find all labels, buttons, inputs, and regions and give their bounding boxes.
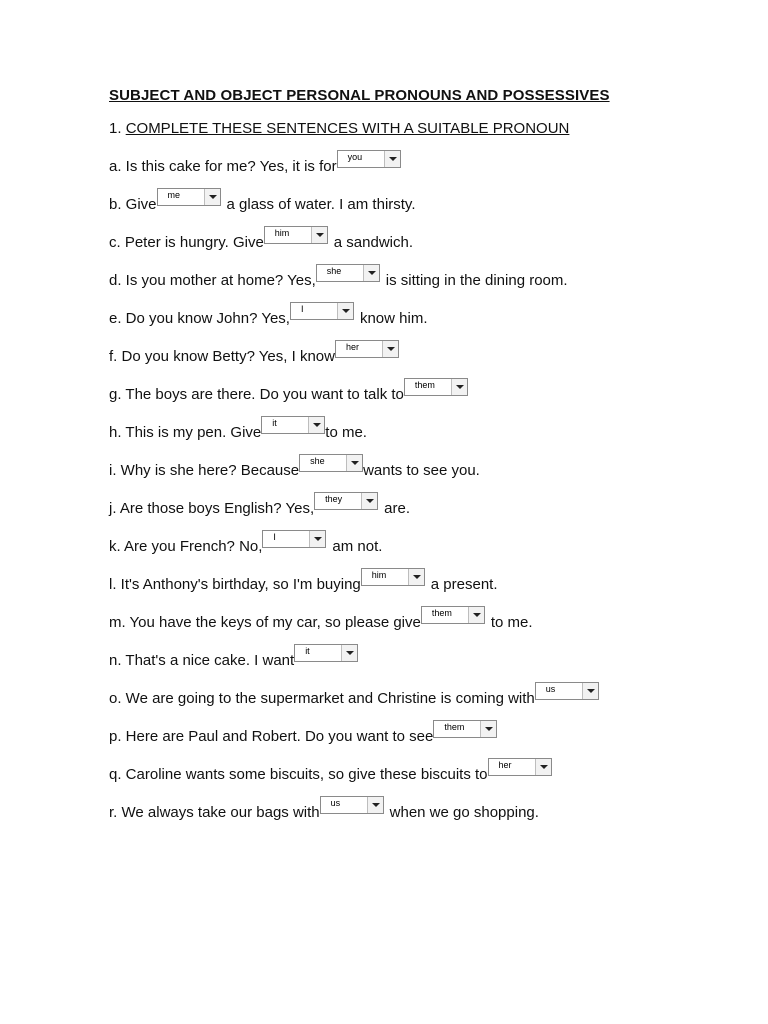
sentence-row: [109, 608, 533, 632]
pronoun-dropdown[interactable]: [299, 454, 363, 472]
chevron-down-icon[interactable]: [308, 417, 324, 433]
sentence-text-before: m. You have the keys of my car, so please give: [109, 614, 421, 631]
pronoun-dropdown-value: them: [431, 608, 452, 618]
pronoun-dropdown-value: him: [371, 570, 387, 580]
sentence-text-after: a present.: [430, 576, 498, 593]
sentence-text-before: r. We always take our bags with: [109, 804, 320, 821]
pronoun-dropdown-value: I: [273, 532, 276, 542]
pronoun-dropdown[interactable]: [535, 682, 599, 700]
pronoun-dropdown-value: she: [310, 456, 325, 466]
pronoun-dropdown[interactable]: [314, 492, 378, 510]
sentence-row: [109, 570, 498, 594]
pronoun-dropdown-value: you: [347, 152, 363, 162]
pronoun-dropdown-value: us: [545, 684, 556, 694]
pronoun-dropdown[interactable]: [316, 264, 380, 282]
chevron-down-icon[interactable]: [311, 227, 327, 243]
sentence-text-before: o. We are going to the supermarket and Christine is coming with: [109, 690, 535, 707]
sentence-text-after: is sitting in the dining room.: [385, 272, 568, 289]
chevron-down-icon[interactable]: [204, 189, 220, 205]
sentence-text-before: g. The boys are there. Do you want to talk to: [109, 386, 404, 403]
sentence-text-before: p. Here are Paul and Robert. Do you want to see: [109, 728, 434, 745]
pronoun-dropdown-value: she: [326, 266, 342, 276]
pronoun-dropdown[interactable]: [261, 416, 325, 434]
pronoun-dropdown[interactable]: [262, 530, 326, 548]
sentence-row: [109, 532, 382, 556]
chevron-down-icon[interactable]: [309, 531, 325, 547]
sentence-row: [109, 798, 539, 822]
sentence-text-before: n. That's a nice cake. I want: [109, 652, 295, 669]
sentence-text-after: wants to see you.: [363, 462, 480, 479]
chevron-down-icon[interactable]: [363, 265, 379, 281]
sentence-text-after: know him.: [359, 310, 428, 327]
sentence-text-before: c. Peter is hungry. Give: [109, 234, 264, 251]
exercise-instruction: COMPLETE THESE SENTENCES WITH A SUITABLE PRONOUN: [125, 120, 570, 137]
pronoun-dropdown-value: her: [345, 342, 359, 352]
pronoun-dropdown-value: us: [330, 798, 341, 808]
sentence-row: [109, 152, 401, 176]
sentence-row: [109, 266, 568, 290]
chevron-down-icon[interactable]: [341, 645, 357, 661]
pronoun-dropdown[interactable]: [433, 720, 497, 738]
sentence-text-after: are.: [384, 500, 410, 517]
sentence-text-before: a. Is this cake for me? Yes, it is for: [109, 158, 337, 175]
sentence-row: [109, 228, 413, 252]
sentence-row: [109, 760, 552, 784]
sentence-text-before: b. Give: [109, 196, 157, 213]
pronoun-dropdown-value: him: [274, 228, 290, 238]
pronoun-dropdown[interactable]: [361, 568, 425, 586]
pronoun-dropdown[interactable]: [421, 606, 485, 624]
pronoun-dropdown-value: her: [498, 760, 512, 770]
sentence-row: [109, 494, 410, 518]
sentence-row: [109, 646, 358, 670]
sentence-text-after: a sandwich.: [333, 234, 414, 251]
sentence-row: [109, 304, 428, 328]
pronoun-dropdown[interactable]: [264, 226, 328, 244]
pronoun-dropdown[interactable]: [488, 758, 552, 776]
exercise-number: 1.: [109, 120, 122, 137]
pronoun-dropdown[interactable]: [294, 644, 358, 662]
sentence-text-before: k. Are you French? No,: [109, 538, 263, 555]
sentence-row: [109, 722, 497, 746]
sentence-row: [109, 342, 399, 366]
sentence-row: [109, 190, 416, 214]
sentence-row: [109, 456, 480, 480]
chevron-down-icon[interactable]: [408, 569, 424, 585]
pronoun-dropdown-value: they: [325, 494, 343, 504]
chevron-down-icon[interactable]: [367, 797, 383, 813]
chevron-down-icon[interactable]: [451, 379, 467, 395]
pronoun-dropdown-value: I: [300, 304, 304, 314]
sentence-text-before: i. Why is she here? Because: [109, 462, 300, 479]
sentence-text-after: to me.: [490, 614, 533, 631]
sentence-row: [109, 418, 367, 442]
worksheet-title: SUBJECT AND OBJECT PERSONAL PRONOUNS AND POSSESSIVES: [109, 87, 610, 104]
pronoun-dropdown[interactable]: [157, 188, 221, 206]
sentence-text-before: q. Caroline wants some biscuits, so give these biscuits to: [109, 766, 488, 783]
chevron-down-icon[interactable]: [337, 303, 353, 319]
exercise-heading: [109, 120, 569, 137]
pronoun-dropdown[interactable]: [320, 796, 384, 814]
sentence-text-before: d. Is you mother at home? Yes,: [109, 272, 316, 289]
chevron-down-icon[interactable]: [346, 455, 362, 471]
chevron-down-icon[interactable]: [468, 607, 484, 623]
sentence-row: [109, 684, 599, 708]
pronoun-dropdown[interactable]: [290, 302, 354, 320]
sentence-row: [109, 380, 468, 404]
pronoun-dropdown-value: it: [272, 418, 277, 428]
pronoun-dropdown[interactable]: [335, 340, 399, 358]
chevron-down-icon[interactable]: [480, 721, 496, 737]
sentence-text-before: h. This is my pen. Give: [109, 424, 262, 441]
pronoun-dropdown[interactable]: [404, 378, 468, 396]
sentence-text-before: j. Are those boys English? Yes,: [109, 500, 315, 517]
pronoun-dropdown-value: them: [414, 380, 435, 390]
pronoun-dropdown-value: me: [167, 190, 181, 200]
chevron-down-icon[interactable]: [382, 341, 398, 357]
chevron-down-icon[interactable]: [582, 683, 598, 699]
sentence-text-after: when we go shopping.: [389, 804, 539, 821]
sentence-text-after: a glass of water. I am thirsty.: [226, 196, 416, 213]
sentence-text-before: e. Do you know John? Yes,: [109, 310, 290, 327]
sentence-text-before: f. Do you know Betty? Yes, I know: [109, 348, 335, 365]
chevron-down-icon[interactable]: [384, 151, 400, 167]
sentence-text-before: l. It's Anthony's birthday, so I'm buying: [109, 576, 361, 593]
sentence-text-after: to me.: [325, 424, 367, 441]
sentence-text-after: am not.: [332, 538, 383, 555]
chevron-down-icon[interactable]: [361, 493, 377, 509]
pronoun-dropdown-value: it: [305, 646, 310, 656]
chevron-down-icon[interactable]: [535, 759, 551, 775]
pronoun-dropdown-value: them: [444, 722, 465, 732]
pronoun-dropdown[interactable]: [337, 150, 401, 168]
